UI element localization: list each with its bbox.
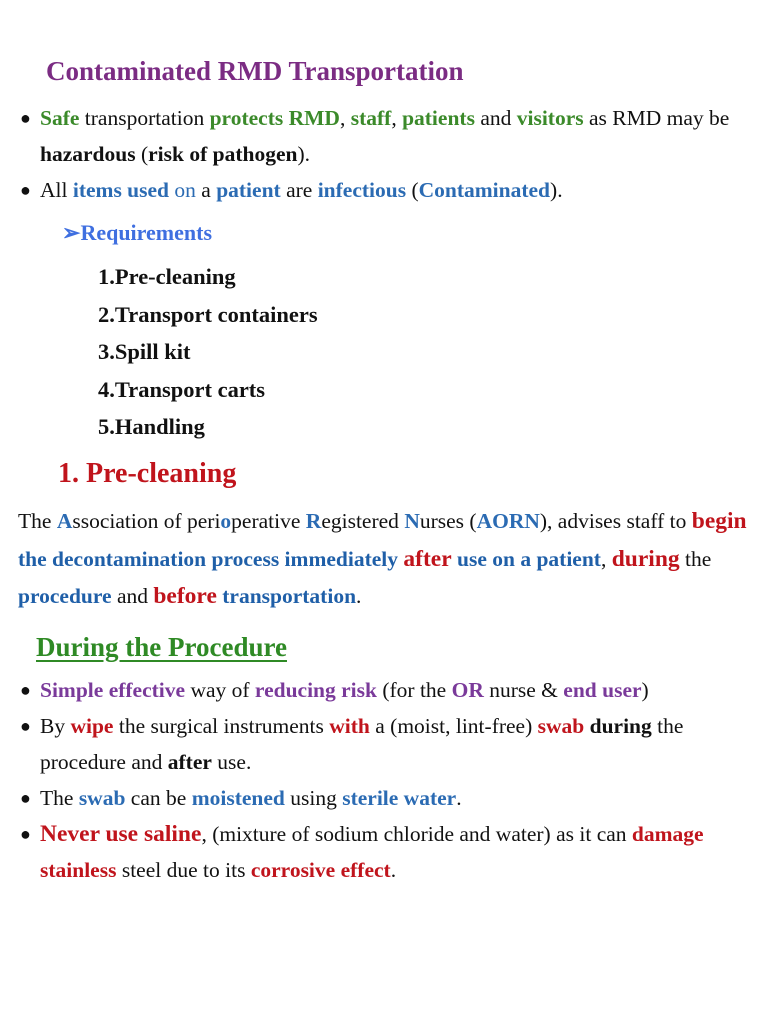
- section-heading-pre-cleaning: 1. Pre-cleaning: [58, 458, 237, 489]
- text-run: ).: [550, 178, 563, 202]
- list-item: [20, 672, 750, 708]
- text-run: can be: [125, 786, 192, 810]
- list-item: [20, 100, 750, 172]
- list-item: 2.Transport containers: [98, 301, 318, 327]
- text-run: A: [56, 509, 73, 533]
- bullet-dot-icon: ●: [20, 680, 31, 700]
- intro-bullet-list: [20, 100, 750, 208]
- section-heading-during-procedure: During the Procedure: [36, 632, 287, 662]
- text-run: Simple effective: [40, 678, 186, 702]
- text-run: patients: [402, 106, 475, 130]
- bullet-text: [40, 106, 729, 166]
- requirements-heading: ➢Requirements: [62, 220, 213, 245]
- text-run: All: [40, 178, 73, 202]
- arrow-right-icon: ➢: [62, 220, 81, 245]
- text-run: moistened: [191, 786, 285, 810]
- pre-cleaning-paragraph: [18, 503, 748, 616]
- bullet-dot-icon: ●: [20, 716, 31, 736]
- text-run: as RMD may be: [583, 106, 730, 130]
- text-run: ssociation of peri: [72, 509, 221, 533]
- text-run: sterile water: [342, 786, 457, 810]
- text-run: procedure: [18, 584, 112, 608]
- list-item: [20, 172, 750, 208]
- text-run: way of: [185, 678, 255, 702]
- page-title: Contaminated RMD Transportation: [46, 56, 464, 86]
- text-run: .: [390, 858, 397, 882]
- text-run: OR: [451, 678, 484, 702]
- text-run: ), advises staff to: [539, 509, 692, 533]
- text-run: .: [356, 584, 362, 608]
- text-run: swab: [78, 786, 126, 810]
- text-run: end user: [563, 678, 642, 702]
- text-run: AORN: [476, 509, 540, 533]
- text-run: reducing risk: [254, 678, 377, 702]
- list-item: 4.Transport carts: [98, 376, 266, 402]
- text-run: during: [611, 545, 680, 572]
- text-run: a: [195, 178, 217, 202]
- text-run: corrosive effect: [250, 858, 391, 882]
- text-run: damage stainless: [40, 822, 704, 882]
- text-run: the surgical instruments: [113, 714, 330, 738]
- text-run: The: [40, 786, 79, 810]
- bullet-dot-icon: ●: [20, 180, 31, 200]
- text-run: use on a patient: [457, 546, 601, 571]
- text-run: use.: [211, 750, 252, 774]
- text-run: during: [589, 714, 652, 738]
- text-run: By: [40, 714, 71, 738]
- text-run: visitors: [516, 106, 584, 130]
- text-run: (: [406, 178, 419, 202]
- bullet-text: [40, 714, 683, 774]
- text-run: (: [135, 142, 149, 166]
- text-run: perative: [231, 509, 306, 533]
- text-run: using: [284, 786, 343, 810]
- text-run: ,: [391, 106, 403, 130]
- text-run: items used: [72, 178, 170, 202]
- text-run: egistered: [321, 509, 405, 533]
- text-run: Never use saline: [40, 821, 202, 847]
- text-run: hazardous: [40, 142, 136, 166]
- text-run: transportation: [79, 106, 210, 130]
- text-run: ,: [339, 106, 351, 130]
- bullet-text: [40, 178, 563, 202]
- list-item: 5.Handling: [98, 414, 205, 440]
- text-run: the: [679, 546, 712, 571]
- text-run: wipe: [70, 714, 114, 738]
- text-run: steel due to its: [116, 858, 251, 882]
- bullet-text: [40, 822, 704, 882]
- text-run: transportation: [222, 584, 357, 608]
- text-run: ): [641, 678, 649, 702]
- text-run: Contaminated: [418, 178, 551, 202]
- list-item: [20, 708, 750, 780]
- text-run: infectious: [317, 178, 407, 202]
- text-run: .: [456, 786, 462, 810]
- text-run: nurse &: [483, 678, 564, 702]
- text-run: Safe: [40, 106, 80, 130]
- list-item: [20, 780, 750, 816]
- text-run: swab: [537, 714, 585, 738]
- text-run: ,: [600, 546, 612, 571]
- text-run: ).: [297, 142, 310, 166]
- text-run: (for the: [376, 678, 452, 702]
- bullet-dot-icon: ●: [20, 108, 31, 128]
- bullet-dot-icon: ●: [20, 824, 31, 844]
- requirements-list: [98, 258, 318, 446]
- text-run: on: [169, 178, 196, 202]
- text-run: patient: [216, 178, 281, 202]
- text-run: the procedure and: [40, 714, 684, 774]
- text-run: R: [305, 509, 322, 533]
- text-run: , (mixture of sodium chloride and water) as it can: [201, 822, 632, 846]
- bullet-dot-icon: ●: [20, 788, 31, 808]
- text-run: urses (: [419, 509, 477, 533]
- list-item: 1.Pre-cleaning: [98, 264, 236, 289]
- text-run: protects RMD: [209, 106, 340, 130]
- text-run: staff: [350, 106, 392, 130]
- text-run: The: [18, 509, 57, 533]
- text-run: N: [404, 509, 420, 533]
- during-bullet-list: [20, 672, 750, 888]
- text-run: a (moist, lint-free): [369, 714, 538, 738]
- text-run: and: [111, 584, 154, 608]
- text-run: and: [474, 106, 517, 130]
- text-run: are: [280, 178, 318, 202]
- text-run: with: [329, 714, 370, 738]
- text-run: risk of pathogen: [148, 142, 298, 166]
- bullet-text: [40, 786, 462, 810]
- bullet-text: [40, 678, 649, 702]
- list-item: 3.Spill kit: [98, 339, 191, 365]
- list-item: [20, 816, 750, 888]
- text-run: begin: [691, 508, 747, 534]
- text-run: o: [220, 509, 232, 533]
- text-run: before: [153, 583, 217, 609]
- text-run: after: [167, 750, 212, 774]
- text-run: after: [403, 545, 452, 572]
- text-run: the decontamination process immediately: [18, 546, 398, 571]
